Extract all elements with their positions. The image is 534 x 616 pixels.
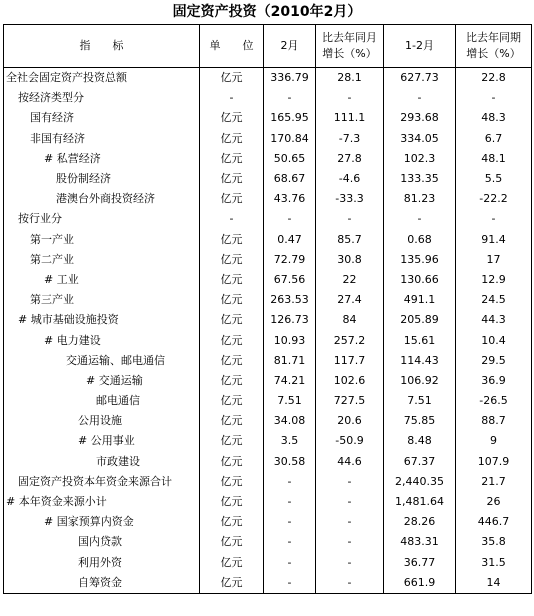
header-unit: 单 位: [200, 25, 264, 68]
row-jan-feb-value-cell: 627.73: [384, 68, 456, 89]
page-title: 固定资产投资（2010年2月）: [172, 4, 362, 20]
row-jan-feb-value-cell: 114.43: [384, 351, 456, 371]
row-name-cell: 按行业分: [4, 209, 200, 229]
row-feb-value-cell: -: [264, 573, 316, 594]
row-name-cell: 国有经济: [4, 108, 200, 128]
row-yoy-period-cell: -26.5: [456, 391, 532, 411]
row-unit-cell: 亿元: [200, 169, 264, 189]
row-jan-feb-value-cell: 7.51: [384, 391, 456, 411]
row-name-cell: 交通运输、邮电通信: [4, 351, 200, 371]
row-unit-cell: 亿元: [200, 330, 264, 350]
header-feb: 2月: [264, 25, 316, 68]
table-row: [4, 472, 532, 492]
row-name-cell: # 工业: [4, 270, 200, 290]
row-feb-value-cell: 43.76: [264, 189, 316, 209]
row-name-cell: # 国家预算内资金: [4, 512, 200, 532]
row-unit-cell: 亿元: [200, 250, 264, 270]
row-yoy-feb-cell: 22: [316, 270, 384, 290]
row-unit-cell: -: [200, 209, 264, 229]
row-yoy-feb-cell: 84: [316, 310, 384, 330]
row-yoy-feb-cell: -: [316, 209, 384, 229]
row-name-cell: 第一产业: [4, 230, 200, 250]
row-name-cell: # 电力建设: [4, 330, 200, 350]
row-yoy-period-cell: 36.9: [456, 371, 532, 391]
row-unit-cell: 亿元: [200, 553, 264, 573]
row-jan-feb-value-cell: 1,481.64: [384, 492, 456, 512]
row-name-cell: # 交通运输: [4, 371, 200, 391]
header-jan-feb: 1-2月: [384, 25, 456, 68]
row-feb-value-cell: 336.79: [264, 68, 316, 89]
row-unit-cell: 亿元: [200, 411, 264, 431]
table-row: [4, 290, 532, 310]
table-row: [4, 310, 532, 330]
row-jan-feb-value-cell: 205.89: [384, 310, 456, 330]
row-feb-value-cell: 170.84: [264, 129, 316, 149]
row-yoy-period-cell: 48.3: [456, 108, 532, 128]
row-jan-feb-value-cell: 135.96: [384, 250, 456, 270]
row-yoy-feb-cell: -4.6: [316, 169, 384, 189]
table-row: [4, 149, 532, 169]
table-row: [4, 452, 532, 472]
table-row: [4, 270, 532, 290]
table-row: [4, 553, 532, 573]
row-yoy-feb-cell: -50.9: [316, 431, 384, 451]
row-feb-value-cell: -: [264, 512, 316, 532]
row-yoy-period-cell: 48.1: [456, 149, 532, 169]
row-yoy-feb-cell: 257.2: [316, 330, 384, 350]
row-name-cell: 固定资产投资本年资金来源合计: [4, 472, 200, 492]
row-yoy-feb-cell: 27.8: [316, 149, 384, 169]
row-jan-feb-value-cell: 106.92: [384, 371, 456, 391]
table-row: [4, 108, 532, 128]
table-row: [4, 573, 532, 594]
row-yoy-feb-cell: 20.6: [316, 411, 384, 431]
row-name-cell: 公用设施: [4, 411, 200, 431]
row-yoy-period-cell: 35.8: [456, 532, 532, 552]
row-feb-value-cell: 34.08: [264, 411, 316, 431]
row-jan-feb-value-cell: 8.48: [384, 431, 456, 451]
row-yoy-period-cell: -: [456, 88, 532, 108]
row-unit-cell: 亿元: [200, 108, 264, 128]
row-feb-value-cell: 0.47: [264, 230, 316, 250]
row-unit-cell: 亿元: [200, 149, 264, 169]
table-row: [4, 351, 532, 371]
row-feb-value-cell: 10.93: [264, 330, 316, 350]
row-feb-value-cell: -: [264, 553, 316, 573]
row-name-cell: 港澳台外商投资经济: [4, 189, 200, 209]
row-name-cell: # 城市基础设施投资: [4, 310, 200, 330]
row-jan-feb-value-cell: 75.85: [384, 411, 456, 431]
row-unit-cell: 亿元: [200, 310, 264, 330]
row-jan-feb-value-cell: 491.1: [384, 290, 456, 310]
row-yoy-period-cell: -: [456, 209, 532, 229]
row-name-cell: 市政建设: [4, 452, 200, 472]
row-jan-feb-value-cell: -: [384, 209, 456, 229]
table-row: [4, 250, 532, 270]
row-yoy-period-cell: 10.4: [456, 330, 532, 350]
row-feb-value-cell: 72.79: [264, 250, 316, 270]
row-yoy-period-cell: 12.9: [456, 270, 532, 290]
header-yoy-feb-line1: 比去年同月: [322, 31, 377, 44]
row-jan-feb-value-cell: 2,440.35: [384, 472, 456, 492]
row-yoy-feb-cell: 117.7: [316, 351, 384, 371]
row-feb-value-cell: -: [264, 209, 316, 229]
row-jan-feb-value-cell: -: [384, 88, 456, 108]
table-row: [4, 209, 532, 229]
header-yoy-feb: [316, 25, 384, 68]
row-name-cell: # 公用事业: [4, 431, 200, 451]
row-yoy-period-cell: 17: [456, 250, 532, 270]
row-name-cell: # 本年资金来源小计: [4, 492, 200, 512]
row-jan-feb-value-cell: 0.68: [384, 230, 456, 250]
row-yoy-feb-cell: -: [316, 532, 384, 552]
row-jan-feb-value-cell: 36.77: [384, 553, 456, 573]
row-jan-feb-value-cell: 130.66: [384, 270, 456, 290]
table-row: [4, 492, 532, 512]
row-yoy-period-cell: 31.5: [456, 553, 532, 573]
table-row: [4, 512, 532, 532]
row-yoy-feb-cell: -: [316, 472, 384, 492]
row-yoy-feb-cell: -: [316, 512, 384, 532]
row-yoy-period-cell: 29.5: [456, 351, 532, 371]
row-name-cell: 非国有经济: [4, 129, 200, 149]
row-yoy-period-cell: 44.3: [456, 310, 532, 330]
row-name-cell: 股份制经济: [4, 169, 200, 189]
row-feb-value-cell: 3.5: [264, 431, 316, 451]
row-feb-value-cell: -: [264, 492, 316, 512]
row-unit-cell: 亿元: [200, 573, 264, 594]
row-feb-value-cell: 74.21: [264, 371, 316, 391]
row-yoy-feb-cell: 102.6: [316, 371, 384, 391]
row-jan-feb-value-cell: 293.68: [384, 108, 456, 128]
row-yoy-feb-cell: -: [316, 88, 384, 108]
row-name-cell: 第三产业: [4, 290, 200, 310]
table-header-row: [4, 25, 532, 68]
row-feb-value-cell: 68.67: [264, 169, 316, 189]
header-yoy-feb-line2: 增长（%）: [322, 47, 377, 60]
table-row: [4, 68, 532, 89]
row-unit-cell: 亿元: [200, 351, 264, 371]
row-unit-cell: 亿元: [200, 189, 264, 209]
row-name-cell: 按经济类型分: [4, 88, 200, 108]
row-name-cell: 利用外资: [4, 553, 200, 573]
row-name-cell: # 私营经济: [4, 149, 200, 169]
row-unit-cell: 亿元: [200, 68, 264, 89]
row-jan-feb-value-cell: 81.23: [384, 189, 456, 209]
table-row: [4, 169, 532, 189]
row-jan-feb-value-cell: 334.05: [384, 129, 456, 149]
row-name-cell: 第二产业: [4, 250, 200, 270]
row-unit-cell: 亿元: [200, 452, 264, 472]
table-row: [4, 532, 532, 552]
row-yoy-feb-cell: 85.7: [316, 230, 384, 250]
row-yoy-period-cell: 21.7: [456, 472, 532, 492]
table-body: [4, 68, 532, 594]
row-feb-value-cell: 30.58: [264, 452, 316, 472]
row-jan-feb-value-cell: 483.31: [384, 532, 456, 552]
row-name-cell: 全社会固定资产投资总额: [4, 68, 200, 89]
row-yoy-period-cell: -22.2: [456, 189, 532, 209]
row-feb-value-cell: 81.71: [264, 351, 316, 371]
table-row: [4, 431, 532, 451]
row-unit-cell: 亿元: [200, 431, 264, 451]
row-unit-cell: 亿元: [200, 270, 264, 290]
header-yoy-period-line1: 比去年同期: [466, 31, 521, 44]
row-feb-value-cell: -: [264, 472, 316, 492]
row-feb-value-cell: -: [264, 532, 316, 552]
row-feb-value-cell: 7.51: [264, 391, 316, 411]
row-yoy-feb-cell: 727.5: [316, 391, 384, 411]
row-jan-feb-value-cell: 661.9: [384, 573, 456, 594]
row-unit-cell: 亿元: [200, 391, 264, 411]
row-name-cell: 国内贷款: [4, 532, 200, 552]
row-yoy-feb-cell: -7.3: [316, 129, 384, 149]
row-yoy-period-cell: 107.9: [456, 452, 532, 472]
row-yoy-feb-cell: 111.1: [316, 108, 384, 128]
row-unit-cell: 亿元: [200, 492, 264, 512]
table-row: [4, 391, 532, 411]
row-name-cell: 邮电通信: [4, 391, 200, 411]
table-row: [4, 371, 532, 391]
row-jan-feb-value-cell: 102.3: [384, 149, 456, 169]
row-unit-cell: -: [200, 88, 264, 108]
investment-table: [3, 24, 532, 594]
table-row: [4, 189, 532, 209]
row-jan-feb-value-cell: 133.35: [384, 169, 456, 189]
row-feb-value-cell: 50.65: [264, 149, 316, 169]
row-yoy-period-cell: 9: [456, 431, 532, 451]
row-jan-feb-value-cell: 67.37: [384, 452, 456, 472]
table-row: [4, 411, 532, 431]
row-unit-cell: 亿元: [200, 230, 264, 250]
row-yoy-period-cell: 22.8: [456, 68, 532, 89]
row-yoy-feb-cell: -33.3: [316, 189, 384, 209]
row-unit-cell: 亿元: [200, 290, 264, 310]
row-unit-cell: 亿元: [200, 371, 264, 391]
table-row: [4, 88, 532, 108]
row-unit-cell: 亿元: [200, 532, 264, 552]
row-yoy-feb-cell: -: [316, 492, 384, 512]
row-name-cell: 自筹资金: [4, 573, 200, 594]
header-yoy-period-line2: 增长（%）: [466, 47, 521, 60]
header-indicator: 指 标: [4, 25, 200, 68]
row-yoy-period-cell: 88.7: [456, 411, 532, 431]
row-feb-value-cell: 67.56: [264, 270, 316, 290]
row-jan-feb-value-cell: 28.26: [384, 512, 456, 532]
row-yoy-feb-cell: 27.4: [316, 290, 384, 310]
table-row: [4, 330, 532, 350]
row-feb-value-cell: 165.95: [264, 108, 316, 128]
row-yoy-feb-cell: 28.1: [316, 68, 384, 89]
table-row: [4, 230, 532, 250]
row-feb-value-cell: 126.73: [264, 310, 316, 330]
row-yoy-feb-cell: -: [316, 573, 384, 594]
row-feb-value-cell: -: [264, 88, 316, 108]
header-yoy-period: [456, 25, 532, 68]
row-yoy-period-cell: 446.7: [456, 512, 532, 532]
row-yoy-feb-cell: 30.8: [316, 250, 384, 270]
table-row: [4, 129, 532, 149]
row-unit-cell: 亿元: [200, 472, 264, 492]
row-yoy-period-cell: 26: [456, 492, 532, 512]
row-yoy-period-cell: 6.7: [456, 129, 532, 149]
row-yoy-period-cell: 24.5: [456, 290, 532, 310]
row-jan-feb-value-cell: 15.61: [384, 330, 456, 350]
row-yoy-period-cell: 5.5: [456, 169, 532, 189]
row-unit-cell: 亿元: [200, 129, 264, 149]
row-yoy-period-cell: 14: [456, 573, 532, 594]
row-yoy-feb-cell: 44.6: [316, 452, 384, 472]
row-yoy-feb-cell: -: [316, 553, 384, 573]
row-unit-cell: 亿元: [200, 512, 264, 532]
row-yoy-period-cell: 91.4: [456, 230, 532, 250]
row-feb-value-cell: 263.53: [264, 290, 316, 310]
